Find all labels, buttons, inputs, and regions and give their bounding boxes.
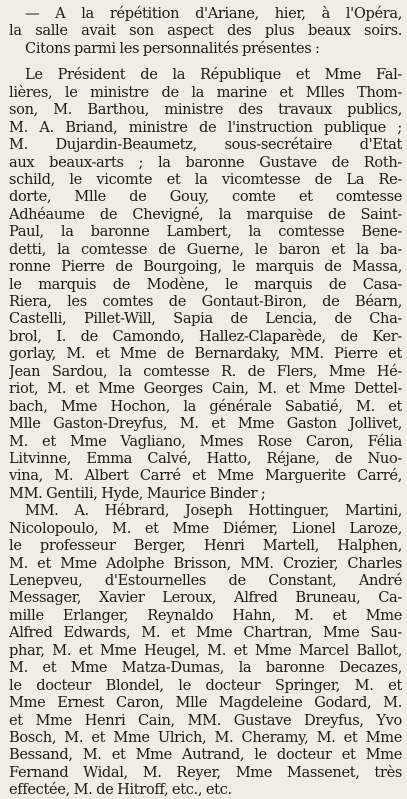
paragraph2-line: MM. A. Hébrard, Joseph Hottinguer, Martini, bbox=[25, 502, 402, 520]
section-gap bbox=[9, 57, 402, 66]
paragraph1-line: Litvinne, Emma Calvé, Hatto, Réjane, de Nuo- bbox=[9, 449, 402, 467]
paragraph1-line: ronne Pierre de Bourgoing, le marquis de Massa, bbox=[9, 258, 402, 276]
paragraph1-line: Castelli, Pillet-Will, Sapia de Lencia, de Cha- bbox=[9, 310, 402, 328]
paragraph1-line: Adhéaume de Chevigné, la marquise de Saint- bbox=[9, 205, 402, 223]
paragraph1-line: Paul, la baronne Lambert, la comtesse Bene- bbox=[9, 223, 402, 241]
paragraph2-line: Fernand Widal, M. Reyer, Mme Massenet, très bbox=[9, 763, 402, 781]
paragraph1-line: riot, M. et Mme Georges Cain, M. et Mme Dettel- bbox=[9, 380, 402, 398]
paragraph2-line: phar, M. et Mme Heugel, M. et Mme Marcel Ballot, bbox=[9, 641, 402, 659]
paragraph2-line: Mme Ernest Caron, Mlle Magdeleine Godard, M. bbox=[9, 694, 402, 712]
paragraph1-line: vina, M. Albert Carré et Mme Marguerite Carré, bbox=[9, 467, 402, 485]
intro-line: la salle avait son aspect des plus beaux soirs. bbox=[9, 22, 402, 40]
paragraph1-line: Jean Sardou, la comtesse R. de Flers, Mme Hé- bbox=[9, 362, 402, 380]
paragraph1-line: schild, le vicomte et la vicomtesse de La Re- bbox=[9, 170, 402, 188]
intro-line: Citons parmi les personnalités présentes : bbox=[25, 39, 320, 57]
paragraph2-line: M. et Mme Adolphe Brisson, MM. Crozier, Charles bbox=[9, 554, 402, 572]
paragraph2-line: et Mme Henri Cain, MM. Gustave Dreyfus, Yvo bbox=[9, 711, 402, 729]
paragraph2-line: le professeur Berger, Henri Martell, Halphen, bbox=[9, 537, 402, 555]
paragraph2-line: Messager, Xavier Leroux, Alfred Bruneau, Ca- bbox=[9, 589, 402, 607]
paragraph2-line: M. et Mme Matza-Dumas, la baronne Decazes, bbox=[9, 659, 402, 677]
paragraph2-line: Alfred Edwards, M. et Mme Chartran, Mme Sau- bbox=[9, 624, 402, 642]
paragraph1-line: detti, la comtesse de Guerne, le baron et la ba- bbox=[9, 240, 402, 258]
paragraph1-line: M. et Mme Vagliano, Mmes Rose Caron, Félia bbox=[9, 432, 402, 450]
paragraph1-line: son, M. Barthou, ministre des travaux publics, bbox=[9, 101, 402, 119]
paragraph1-line: Mlle Gaston-Dreyfus, M. et Mme Gaston Jollivet, bbox=[9, 415, 402, 433]
paragraph1-line: le marquis de Modène, le marquis de Casa- bbox=[9, 275, 402, 293]
paragraph1-line: bach, Mme Hochon, la générale Sabatié, M. et bbox=[9, 397, 402, 415]
paragraph1-line: gorlay, M. et Mme de Bernardaky, MM. Pierre et bbox=[9, 345, 402, 363]
paragraph1-line: MM. Gentili, Hyde, Maurice Binder ; bbox=[9, 484, 266, 502]
paragraph1-line: Le Président de la République et Mme Fal- bbox=[25, 66, 402, 84]
paragraph2-line: le docteur Blondel, le docteur Springer, M. et bbox=[9, 676, 402, 694]
paragraph1-line: dorte, Mlle de Gouy, comte et comtesse bbox=[9, 188, 402, 206]
paragraph1-line: aux beaux-arts ; la baronne Gustave de Roth- bbox=[9, 153, 402, 171]
paragraph1-line: M. Dujardin-Beaumetz, sous-secrétaire d'Etat bbox=[9, 136, 402, 154]
paragraph2-line: Bosch, M. et Mme Ulrich, M. Cheramy, M. et Mme bbox=[9, 728, 402, 746]
paragraph2-line: effectée, M. de Hitroff, etc., etc. bbox=[9, 781, 232, 799]
intro-line: — A la répétition d'Ariane, hier, à l'Opéra, bbox=[25, 5, 402, 22]
paragraph2-line: mille Erlanger, Reynaldo Hahn, M. et Mme bbox=[9, 606, 402, 624]
paragraph1-line: M. A. Briand, ministre de l'instruction publique ; bbox=[9, 118, 402, 136]
paragraph2-line: Lenepveu, d'Estournelles de Constant, André bbox=[9, 572, 402, 589]
paragraph1-line: lières, le ministre de la marine et Mlles Thom- bbox=[9, 83, 402, 101]
paragraph1-line: brol, I. de Camondo, Hallez-Claparède, de Ker- bbox=[9, 327, 402, 345]
paragraph1-line: Riera, les comtes de Gontaut-Biron, de Béarn, bbox=[9, 293, 402, 310]
paragraph2-line: Bessand, M. et Mme Autrand, le docteur et Mme bbox=[9, 746, 402, 764]
paragraph2-line: Nicolopoulo, M. et Mme Diémer, Lionel Laroze, bbox=[9, 519, 402, 537]
